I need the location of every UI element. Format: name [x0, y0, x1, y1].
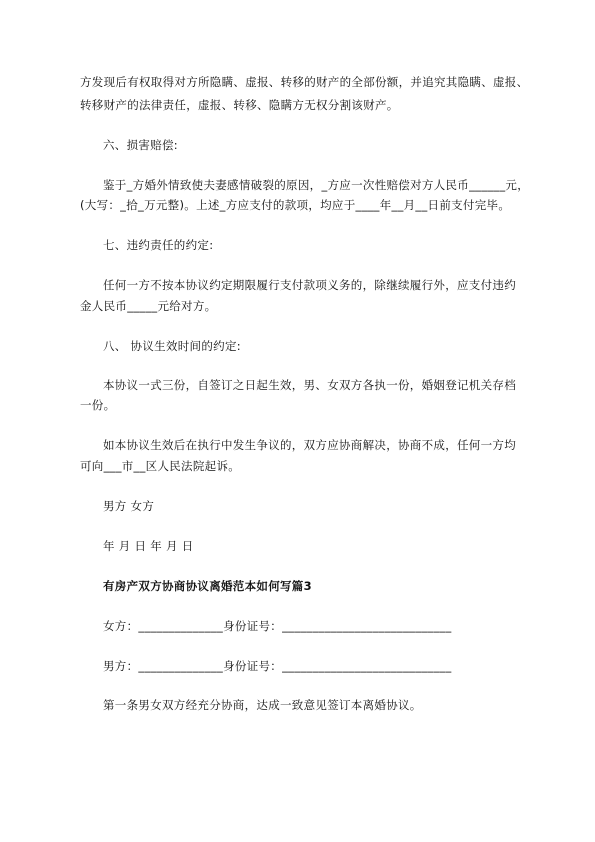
- paragraph-line: 本协议一式三份，自签订之日起生效，男、女双方各执一份，婚姻登记机关存档: [103, 378, 516, 392]
- paragraph-line: 金人民币_____元给对方。: [80, 299, 217, 313]
- male-party-line: 男方：______________身份证号：____________________________: [103, 659, 452, 673]
- paragraph-line: 转移财产的法律责任，虚报、转移、隐瞒方无权分割该财产。: [80, 98, 399, 112]
- date-line: 年 月 日 年 月 日: [103, 539, 194, 553]
- signature-line: 男方 女方: [103, 499, 155, 513]
- section-heading-breach: 七、违约责任的约定:: [103, 238, 214, 252]
- article-title: 有房产双方协商协议离婚范本如何写篇3: [103, 579, 312, 593]
- section-heading-effective: 八、 协议生效时间的约定:: [103, 339, 241, 353]
- paragraph-line: 任何一方不按本协议约定期限履行支付款项义务的，除继续履行外，应支付违约: [103, 278, 516, 292]
- paragraph-line: 如本协议生效后在执行中发生争议的，双方应协商解决，协商不成，任何一方均: [103, 438, 516, 452]
- section-heading-damages: 六、损害赔偿:: [103, 138, 178, 152]
- female-party-line: 女方：______________身份证号：____________________________: [103, 619, 452, 633]
- paragraph-line: 一份。: [80, 398, 116, 412]
- paragraph-line: 鉴于_方婚外情致使夫妻感情破裂的原因，_方应一次性赔偿对方人民币______元，: [103, 178, 529, 192]
- paragraph-line: (大写：_拾_万元整)。上述_方应支付的款项，均应于____年__月__日前支付完毕。: [80, 198, 511, 212]
- paragraph-line: 方发现后有权取得对方所隐瞒、虚报、转移的财产的全部份额，并追究其隐瞒、虚报、: [80, 75, 529, 89]
- clause-1: 第一条男女双方经充分协商，达成一致意见签订本离婚协议。: [103, 698, 422, 712]
- paragraph-line: 可向___市__区人民法院起诉。: [80, 459, 241, 473]
